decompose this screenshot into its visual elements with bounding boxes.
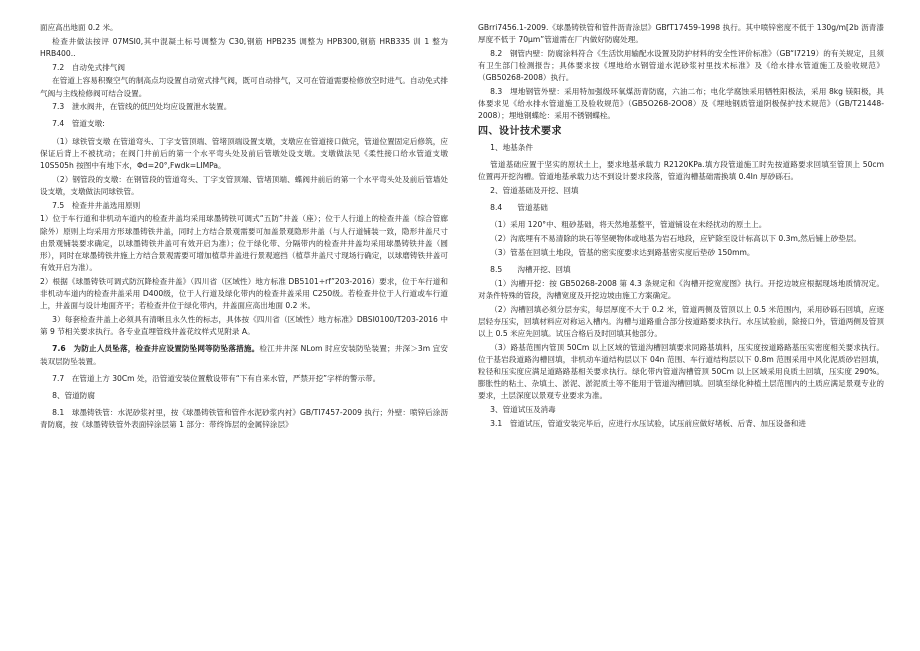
paragraph: 8.2 钢管内壁：防腐涂料符合《生活饮用输配水设置及防护材料的安全性评价标准》（GB“I7219）的有关规定，且须有卫生部门检测报告；具体要求按《埋地给水钢管道水泥砂浆衬里技术标准》及《给水排水管道施工及验收规范》（GB50268-2008）执行。 [478,48,884,83]
paragraph: 7.3 泄水阀井，在管线的低凹处均应设置泄水装置。 [52,102,232,112]
paragraph: （3）路基范围内管顶 50Cm 以上区域的管道沟槽回填要求同路基填料，压实度按道路路基压实密度相关要求执行。位于基岩段道路沟槽回填，非机动车道结构层以下 04n 范围、车行道结构层以下 0.8m 范围采用中风化泥质砂岩回填，粒径和压实度应满足道路路基相关要求执行。绿化带内管道沟槽管顶 50Cm 以上区域采用良质土回填，压实度 290%。膨胀性的粘土、杂填土、淤泥、淤泥质土等不能用于管道沟槽回填。回填至绿化种植土层范围内的土质应满足景观专业的要求，土层深度以景观专业要求为准。 [478,342,884,401]
paragraph: 1）位于车行道和非机动车道内的检查井盖均采用球墨铸铁可调式“五防”井盖（座）；位于人行道上的检查井盖（综合管廊除外）原则上均采用方形球墨铸铁井盖，同时上方结合景观需要可加盖景观隐形井盖（与人行道铺装一致，隐形井盖尺寸由景观铺装要求确定，以球墨铸铁井盖可有效开启为准）；位于绿化带、分隔带内的检查井井盖均采用球墨铸铁井盖（圆形），同时在球墨铸铁井施上方结合景观需要可增加植草井盖进行景观遮挡（植草井盖尺寸现场行确定，以球磨铸铁井盖可有效开启为准）。 [40,214,448,273]
paragraph: 3、管道试压及消毒 [490,405,556,415]
paragraph: 8.3 埋地钢管外壁：采用特加强级环氧煤沥青防腐，六油二布；电化学腐蚀采用牺牲阳极法，采用 8kg 镁阳极，具体要求见《给水排水管道施工及验收规范》（GB5O268-2OO8）及《埋地钢质管道阴极保护技术规范》（GB/T21448-2008）；埋地钢蝶纶：采用不锈钢蝶栓。 [478,87,884,121]
paragraph: 8、管道防腐 [52,390,95,400]
paragraph: 7.2 自动免式排气阀 [52,62,125,72]
section-heading: 四、设计技术要求 [478,125,562,137]
paragraph: 8.5 沟槽开挖、回填 [490,264,571,274]
paragraph: 3.1 管道试压，管道安装完毕后，应进行水压试验，试压前应做好堵板、后背、加压设备和进 [490,418,806,428]
paragraph: 7.4 管道支墩: [52,119,105,129]
paragraph: 3）每套检查井盖上必须具有清晰且永久性的标志，具体按《四川省（区域性）地方标准》DBSI0100/T203-2016 中第 9 节相关要求执行。各专业直埋管线井盖花纹样式见附录 A。 [40,314,448,337]
right-column [478,22,884,432]
left-column [40,22,448,433]
paragraph: 8.4 管道基础 [490,203,548,213]
paragraph: 1、地基条件 [490,142,533,152]
paragraph: 在管道上容易积聚空气的制高点均设置自动宽式排气阀，既可自动排气，又可在管道需要检修放空时进气。自动免式排气阀与主线检修阀可结合设置。 [40,76,448,98]
paragraph: （2）沟底埋有不易清除的块石等坚硬物体或地基为岩石地段，应铲除至设计标高以下 0.3m,然后铺上砂垫层。 [490,234,862,244]
paragraph: （2）沟槽回填必须分层夯实，每层厚度不大于 0.2 米，管道两侧及管顶以上 0.5 米范围内，采用砂砾石回填，应逐层轻夯压实，回填材料应对称运入槽内。沟槽与道路重合部分按道路要求执行。水压试验前，除接口外，管道两侧及管顶以上 0.5 米应先回填。试压合格后及时回填其他部分。 [478,304,884,338]
paragraph: 检查井做法按评 07MSI0,其中混凝土标号调整为 C30,钢筋 HPB235 调整为 HPB300,钢筋 HRB335 训 1 整为 HRB400.. [40,36,448,58]
text-run: 检江井井深 NLom 时应安装防坠装置；井深＞3m 宜安装双层防坠装置。 [40,344,448,366]
paragraph: 8.1 球墨铸铁管：水泥砂浆衬里，按《球墨铸铁管和管件水泥砂浆内衬》GB/TI7457-2009 执行；外壁：喷锌后涂沥青防腐，按《球墨铸铁管外表面锌涂层第 1 部分：带终饰层的金属锌涂层》 [40,408,448,430]
paragraph: （3）管基在回填土地段，管基的密实度要求达到路基密实度后垫砂 150mm。 [490,247,755,257]
paragraph: （1）采用 120°中、粗砂基础，将天然地基整平，管道铺设在未经扰动的原土上。 [490,220,767,230]
paragraph: 管道基础应置于坚实的原状土上，要求地基承载力 R2120KPa.填方段管道施工时先按道路要求回填至管顶上 50cm 位置再开挖沟槽。管道地基承载力达不到设计要求段落，管道沟槽基础需换填 0.4In 厚砂砾石。 [478,160,884,182]
paragraph: 7.7 在管道上方 30Cm 处，沿管道安装位置敷设带有“下有自来水管，严禁开挖”字样的警示带。 [52,373,381,383]
paragraph: （2）钢管段的支墩：在钢管段的管道弯头、丁字支管顶端、管堵顶端、蝶阀井前后的第一个水平弯头处及前后管墙处设支墩，支墩做法同球铁管。 [40,174,448,196]
paragraph: 2、管道基础及开挖、回填 [490,185,579,195]
paragraph: （1）球铁管支墩 在管道弯头、丁字支管顶端、管堵顶端设置支墩，支墩应在管道接口做完，管道位置固定后修筑，应保证后背上不被扰动；在阀门井前后的第一个水平弯头处及前后管墩处设支墩。支墩做法见《柔性接口给水管道支墩 10S505h 按图中有地下水，Φd=20°,Fwdk=LIMPa。 [40,136,448,171]
paragraph: （1）沟槽开挖：按 GB50268-2008 第 4.3 条规定和《沟槽开挖宽度图》执行。开挖边坡应根据现场地质情况定。对条件特殊的管段，沟槽宽度及开挖边坡由施工方案确定。 [478,278,884,300]
paragraph: 7.5 检查井井盖选用原则 [52,200,141,210]
paragraph: GBrri7456.1-2009.《球墨铸铁管和管件沥青涂层》GBfT17459-1998 执行。其中喷锌密度不低于 130g∕m[2b 沥青漆厚度不低于 70μm”管道需在厂内做好防腐处理。 [478,23,884,45]
bold-run: 7.6 为防止人员坠落，检查井应设置防坠网等防坠落措施。 [52,344,260,354]
paragraph [40,343,448,367]
paragraph: 2）根据《球墨铸铁可调式防沉降检查井盖》（四川省（区域性）地方标准 DB5101÷rf”203-2016）要求，位于车行道和非机动车道内的检查井盖采用 D400级，位于人行道及绿化带内的检查井盖采用 C250级。若检查井位于人行道或车行道上，井盖面与设计地面齐平；若检查井位于绿化带内，井盖面应高出地面 0.2 米。 [40,276,448,311]
paragraph: 面应高出地面 0.2 米。 [40,23,118,32]
